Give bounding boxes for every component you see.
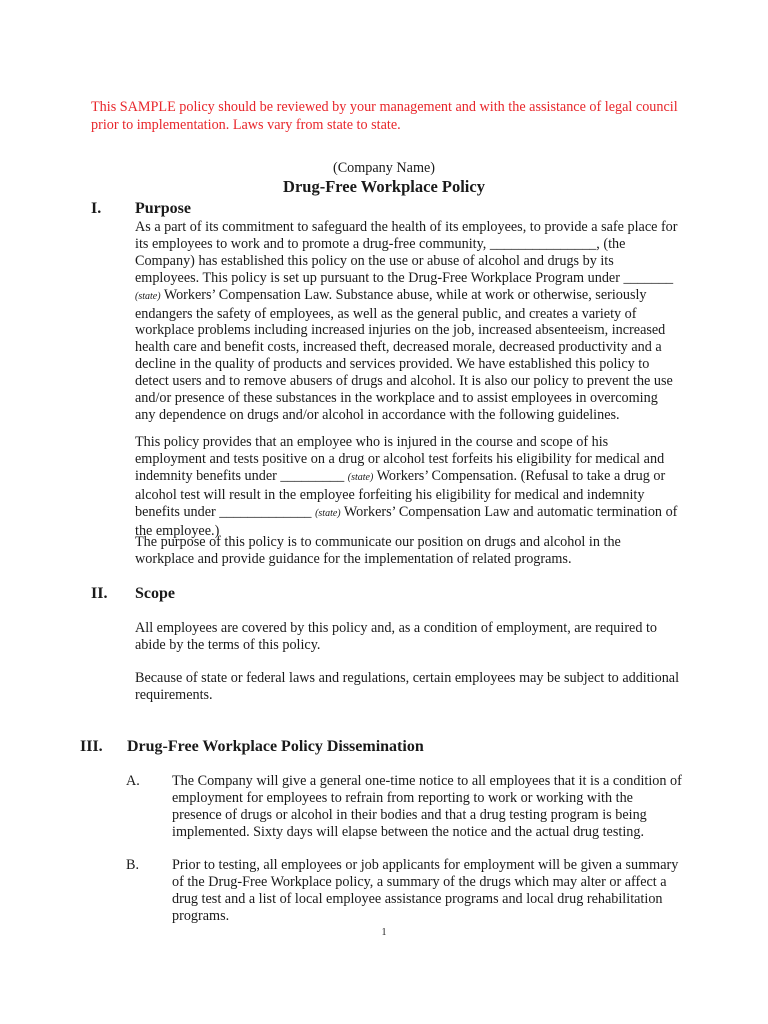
page-number: 1 (381, 927, 387, 938)
section-title: Drug-Free Workplace Policy Dissemination (127, 738, 424, 755)
purpose-text: Workers’ Compensation Law and automatic termination of the employee.) (135, 503, 678, 539)
state-blank-label: (state) (135, 290, 161, 302)
item-letter: A. (126, 773, 140, 789)
purpose-paragraph-1 (135, 219, 680, 424)
company-name-placeholder: (Company Name) (332, 160, 436, 176)
dissemination-item-a: The Company will give a general one-time notice to all employees that it is a condition of employment for employees to refrain from reporting to work or working with the presence of drugs or alcohol in their bodies and that a drug testing program is being implemented. Sixty days will elapse between the notice and the actual drug testing. (172, 773, 682, 840)
purpose-text: Workers’ Compensation Law. Substance abuse, while at work or otherwise, seriously endangers the safety of employees, as well as the general public, and creates a variety of workplace problems including increased injuries on the job, increased absenteeism, increased health care and benefit costs, increased theft, decreased morale, decreased productivity and a decline in the quality of products and services provided. We have established this policy to detect users and to remove abusers of drugs and alcohol. It is also our policy to prevent the use and/or presence of these substances in the workplace and to assist employees in overcoming any dependence on drugs and/or alcohol in accordance with the following guidelines. (135, 286, 673, 423)
state-blank-label: (state) (347, 471, 374, 483)
scope-paragraph-1: All employees are covered by this policy and, as a condition of employment, are required to abide by the terms of this policy. (135, 620, 658, 653)
state-blank-label: (state) (315, 507, 341, 519)
section-title: Purpose (135, 200, 191, 217)
section-numeral: II. (91, 585, 108, 602)
purpose-text: Workers’ Compensation. (Refusal to take a drug or alcohol test will result in the employee forfeiting his eligibility for medical and indemnity benefits under _____________ (135, 467, 666, 520)
section-title: Scope (135, 585, 175, 602)
purpose-paragraph-2 (135, 434, 680, 539)
section-numeral: III. (80, 738, 103, 755)
item-letter: B. (126, 857, 140, 873)
scope-paragraph-2: Because of state or federal laws and regulations, certain employees may be subject to additional requirements. (135, 670, 680, 703)
sample-policy-notice: This SAMPLE policy should be reviewed by your management and with the assistance of legal council prior to implementation. Laws vary from state to state. (91, 99, 678, 133)
purpose-text: As a part of its commitment to safeguard the health of its employees, to provide a safe place for its employees to work and to promote a drug-free community, _______________, (the Company) has established this policy on the use or abuse of alcohol and drugs by its employees. This policy is set up pursuant to the Drug-Free Workplace Program under _______ (135, 219, 678, 286)
page-title: Drug-Free Workplace Policy (283, 177, 485, 196)
purpose-text: This policy provides that an employee who is injured in the course and scope of his employment and tests positive on a drug or alcohol test forfeits his eligibility for medical and indemnity benefits under _________ (135, 434, 665, 484)
section-numeral: I. (91, 200, 102, 217)
dissemination-item-b: Prior to testing, all employees or job applicants for employment will be given a summary of the Drug-Free Workplace policy, a summary of the drugs which may alter or affect a drug test and a list of local employee assistance programs and local drug rehabilitation programs. (172, 857, 679, 924)
purpose-paragraph-3: The purpose of this policy is to communicate our position on drugs and alcohol in the workplace and provide guidance for the implementation of related programs. (135, 534, 621, 567)
